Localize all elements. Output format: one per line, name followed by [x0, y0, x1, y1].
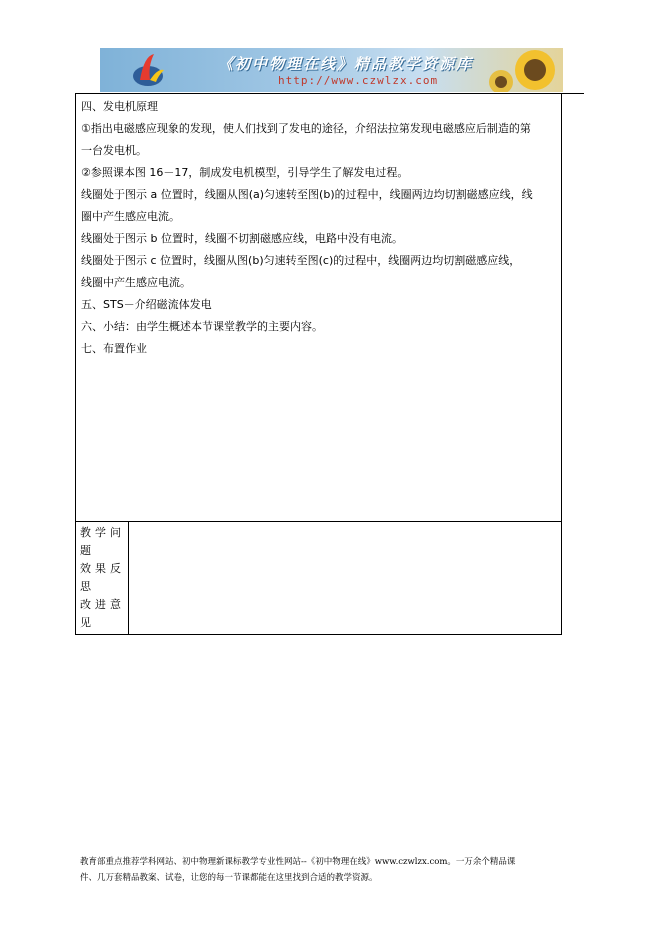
content-line: ②参照课本图 16－17，制成发电机模型，引导学生了解发电过程。 [81, 166, 409, 179]
reflection-label-line: 思 [80, 580, 95, 593]
reflection-table [75, 521, 562, 635]
footer-note [80, 854, 580, 886]
reflection-label-line: 教学问 [80, 526, 125, 539]
content-line: 五、STS－介绍磁流体发电 [81, 298, 212, 311]
reflection-label-line: 见 [80, 616, 95, 629]
content-line: 线圈处于图示 b 位置时，线圈不切割磁感应线，电路中没有电流。 [81, 232, 403, 245]
footer-line: 件、几万套精品教案、试卷，让您的每一节课都能在这里找到合适的教学资源。 [80, 873, 378, 883]
footer-line: 教育部重点推荐学科网站、初中物理新课标教学专业性网站--《初中物理在线》www.czwlzx.com。一万余个精品课 [80, 857, 516, 867]
content-line: 四、发电机原理 [81, 100, 158, 113]
reflection-label-line: 题 [80, 544, 95, 557]
content-line: 一台发电机。 [81, 144, 147, 157]
reflection-body-cell [130, 522, 561, 634]
content-line: 圈中产生感应电流。 [81, 210, 180, 223]
banner-title: 《初中物理在线》精品教学资源库 [218, 55, 474, 73]
content-line: ①指出电磁感应现象的发现，使人们找到了发电的途径，介绍法拉第发现电磁感应后制造的第 [81, 122, 531, 135]
banner-url[interactable]: http://www.czwlzx.com [278, 74, 439, 87]
lesson-content [81, 96, 559, 360]
content-line: 线圈处于图示 c 位置时，线圈从图(b)匀速转至图(c)的过程中，线圈两边均切割磁感应线， [81, 254, 521, 267]
content-line: 线圈处于图示 a 位置时，线圈从图(a)匀速转至图(b)的过程中，线圈两边均切割磁感应线，线 [81, 188, 533, 201]
content-line: 七、布置作业 [81, 342, 147, 355]
reflection-label-cell [76, 522, 129, 634]
content-line: 线圈中产生感应电流。 [81, 276, 191, 289]
content-line: 六、小结：由学生概述本节课堂教学的主要内容。 [81, 320, 323, 333]
header-banner [100, 48, 563, 92]
reflection-label-line: 改进意 [80, 598, 125, 611]
table-top-rule [562, 93, 584, 94]
reflection-label-line: 效果反 [80, 562, 125, 575]
czwlzx-logo-icon [128, 50, 168, 90]
sunflower-icon [483, 48, 563, 92]
